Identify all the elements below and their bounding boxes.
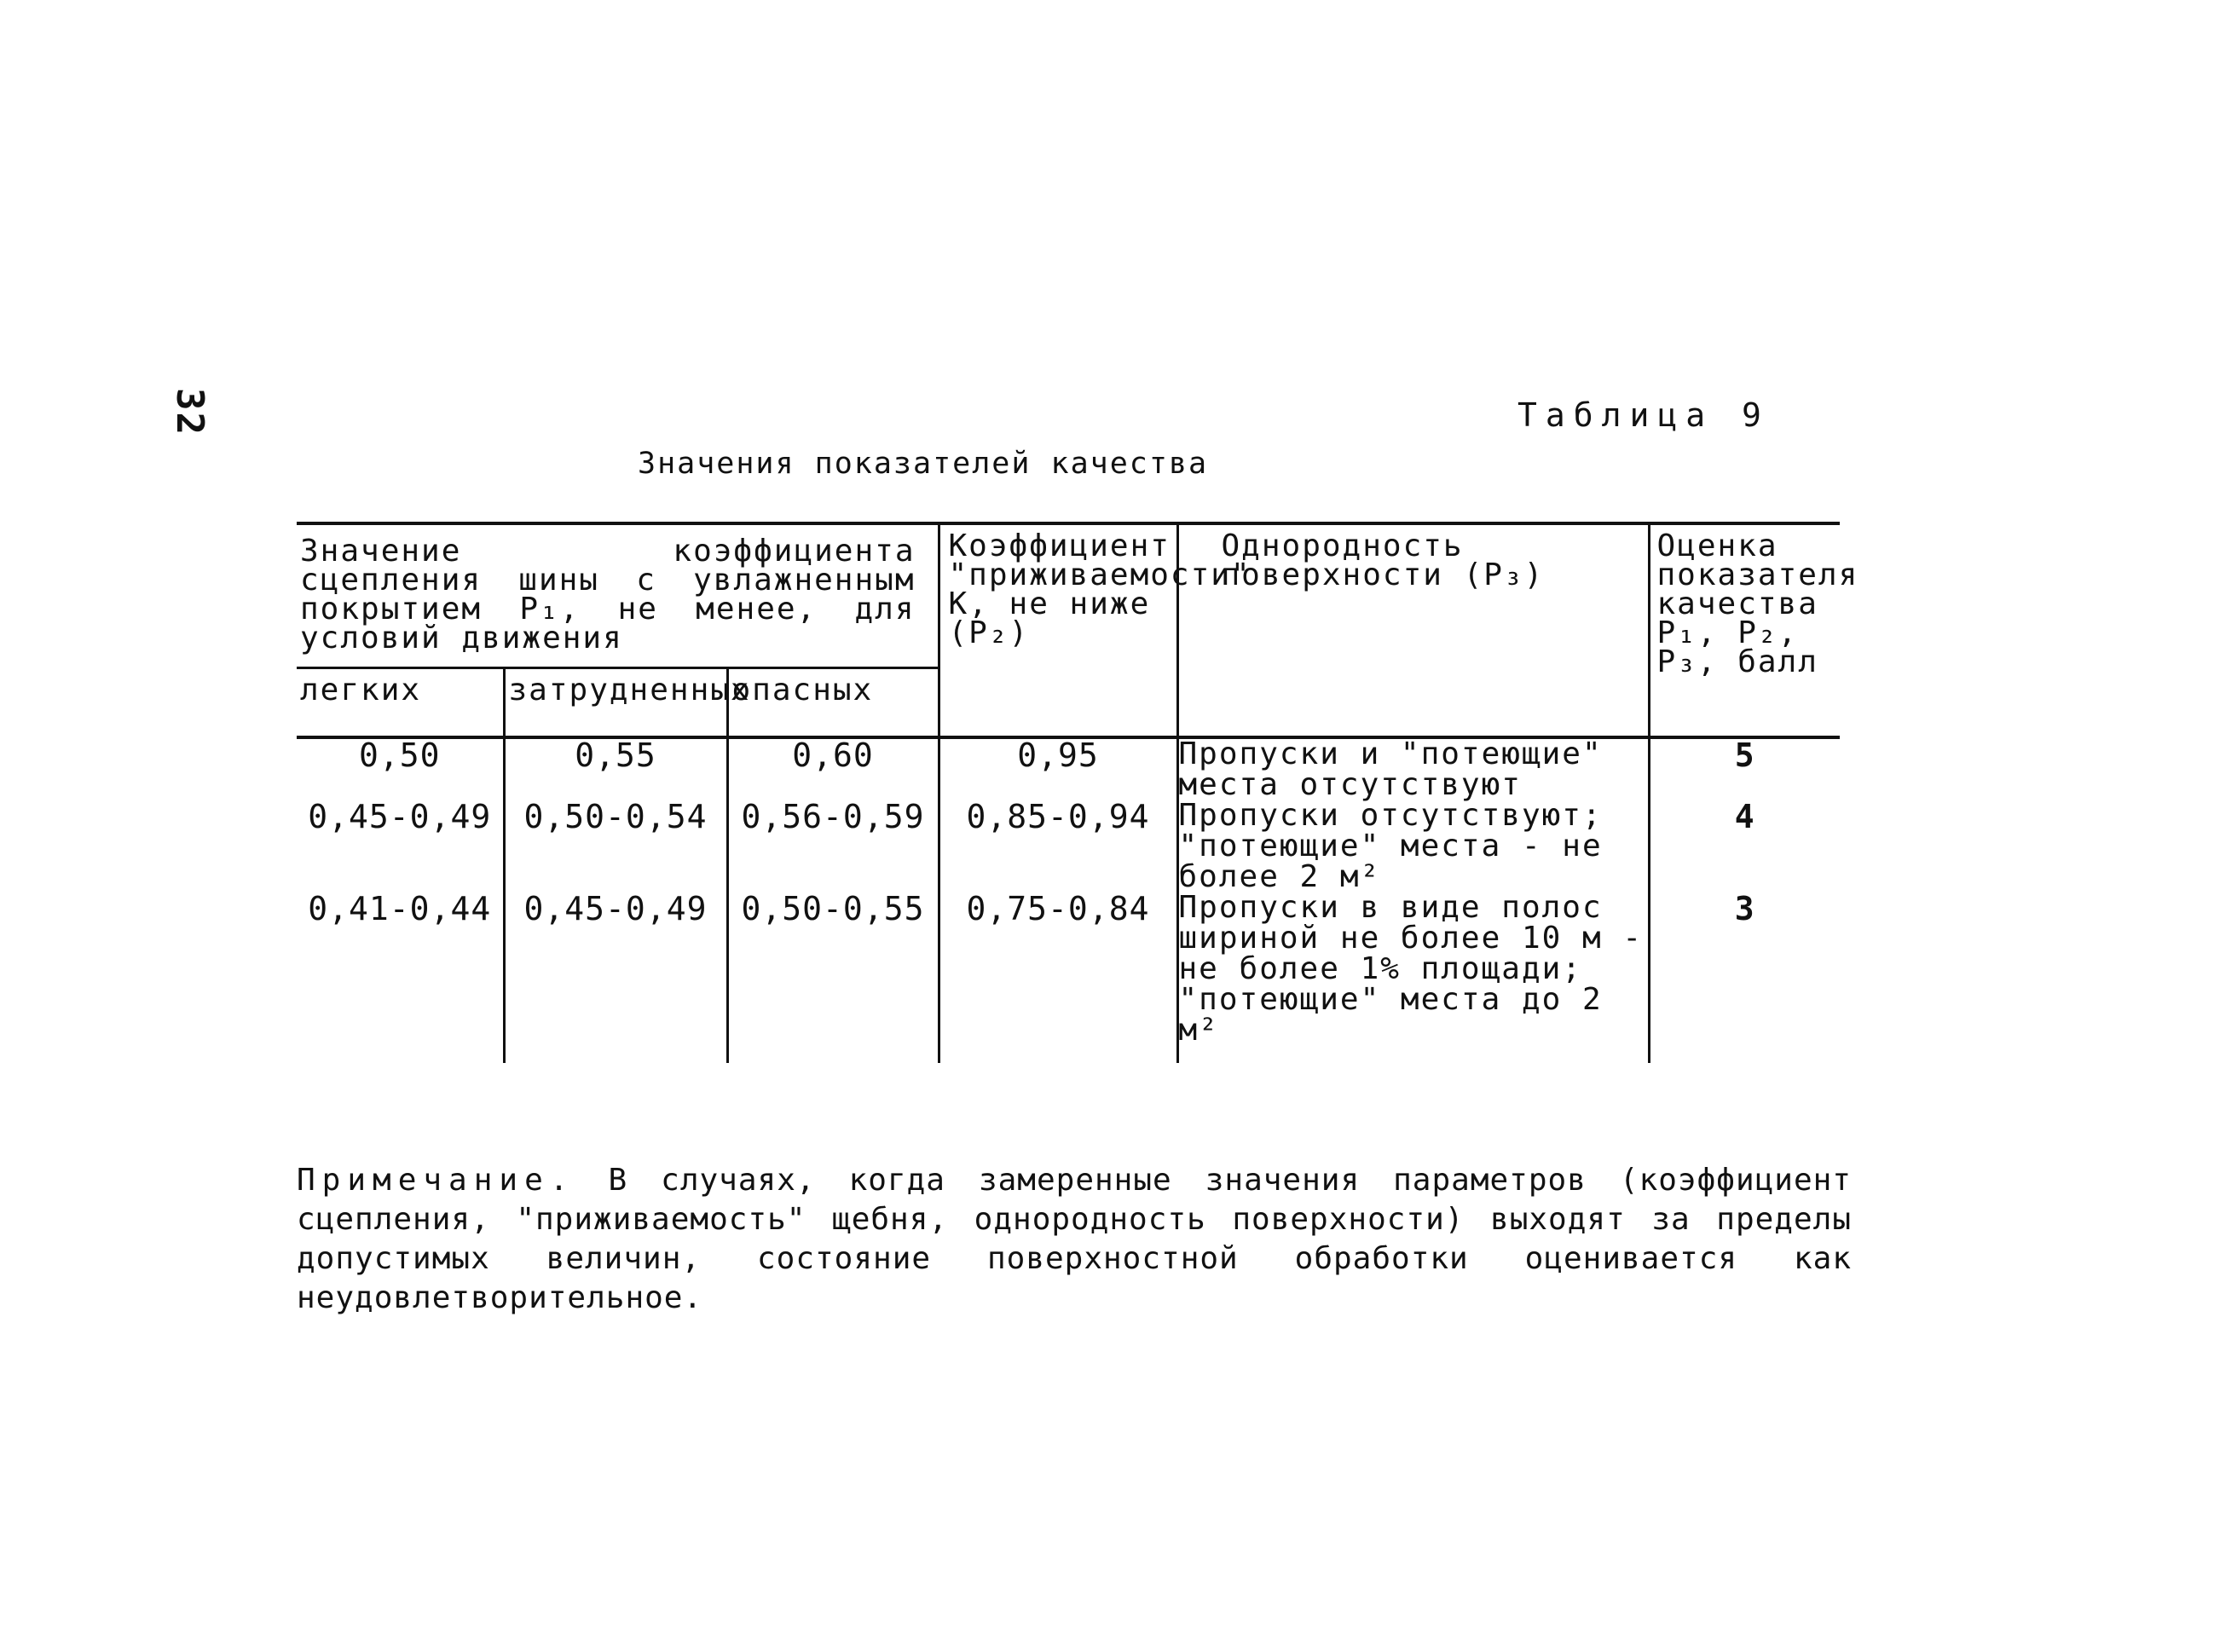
note-lead: Примечание. (297, 1163, 575, 1198)
table-title: Значения показателей качества (638, 447, 1209, 481)
cell-score: 4 (1649, 800, 1840, 892)
note-text: В случаях, когда замеренные значения параметров (коэффициент сцепления, "приживаемость" щебня, однородность поверхности) выходят за пределы допустимых величин, состояние поверхностной обработки оценивается как неудовлетворительное. (297, 1163, 1852, 1315)
cell-light: 0,50 (297, 737, 504, 800)
cell-light: 0,45-0,49 (297, 800, 504, 892)
header-adhesion-group: Значение коэффициента сцепления шины с увлажненным покрытием P₁, не менее, для условий движения (297, 523, 939, 668)
cell-difficult: 0,50-0,54 (504, 800, 727, 892)
table-note (297, 1161, 1852, 1318)
header-surface-uniformity: Однородность поверхности (P₃) (1177, 523, 1649, 737)
header-light: легких (297, 668, 504, 738)
page-number: 32 (168, 388, 211, 436)
cell-dangerous: 0,50-0,55 (727, 892, 939, 1063)
table-row (297, 800, 1840, 892)
cell-uniformity: Пропуски в виде полос шириной не более 10 м - не более 1% площади; "потеющие" места до 2 м² (1177, 892, 1649, 1063)
cell-uniformity: Пропуски отсутствуют; "потеющие" места - не более 2 м² (1177, 800, 1649, 892)
cell-light: 0,41-0,44 (297, 892, 504, 1063)
cell-k: 0,75-0,84 (939, 892, 1177, 1063)
header-k-coefficient: Коэффициент "приживаемости" K, не ниже (P₂) (939, 523, 1177, 737)
cell-k: 0,95 (939, 737, 1177, 800)
cell-difficult: 0,45-0,49 (504, 892, 727, 1063)
header-difficult: затрудненных (504, 668, 727, 738)
table-label: Таблица 9 (1517, 396, 1770, 434)
header-score: Оценка показателя качества P₁, P₂, P₃, балл (1649, 523, 1840, 737)
cell-difficult: 0,55 (504, 737, 727, 800)
cell-dangerous: 0,56-0,59 (727, 800, 939, 892)
cell-dangerous: 0,60 (727, 737, 939, 800)
cell-uniformity: Пропуски и "потеющие" места отсутствуют (1177, 737, 1649, 800)
cell-score: 3 (1649, 892, 1840, 1063)
table-row (297, 892, 1840, 1063)
header-dangerous: опасных (727, 668, 939, 738)
cell-score: 5 (1649, 737, 1840, 800)
table-row (297, 737, 1840, 800)
cell-k: 0,85-0,94 (939, 800, 1177, 892)
quality-table (297, 522, 1859, 1063)
